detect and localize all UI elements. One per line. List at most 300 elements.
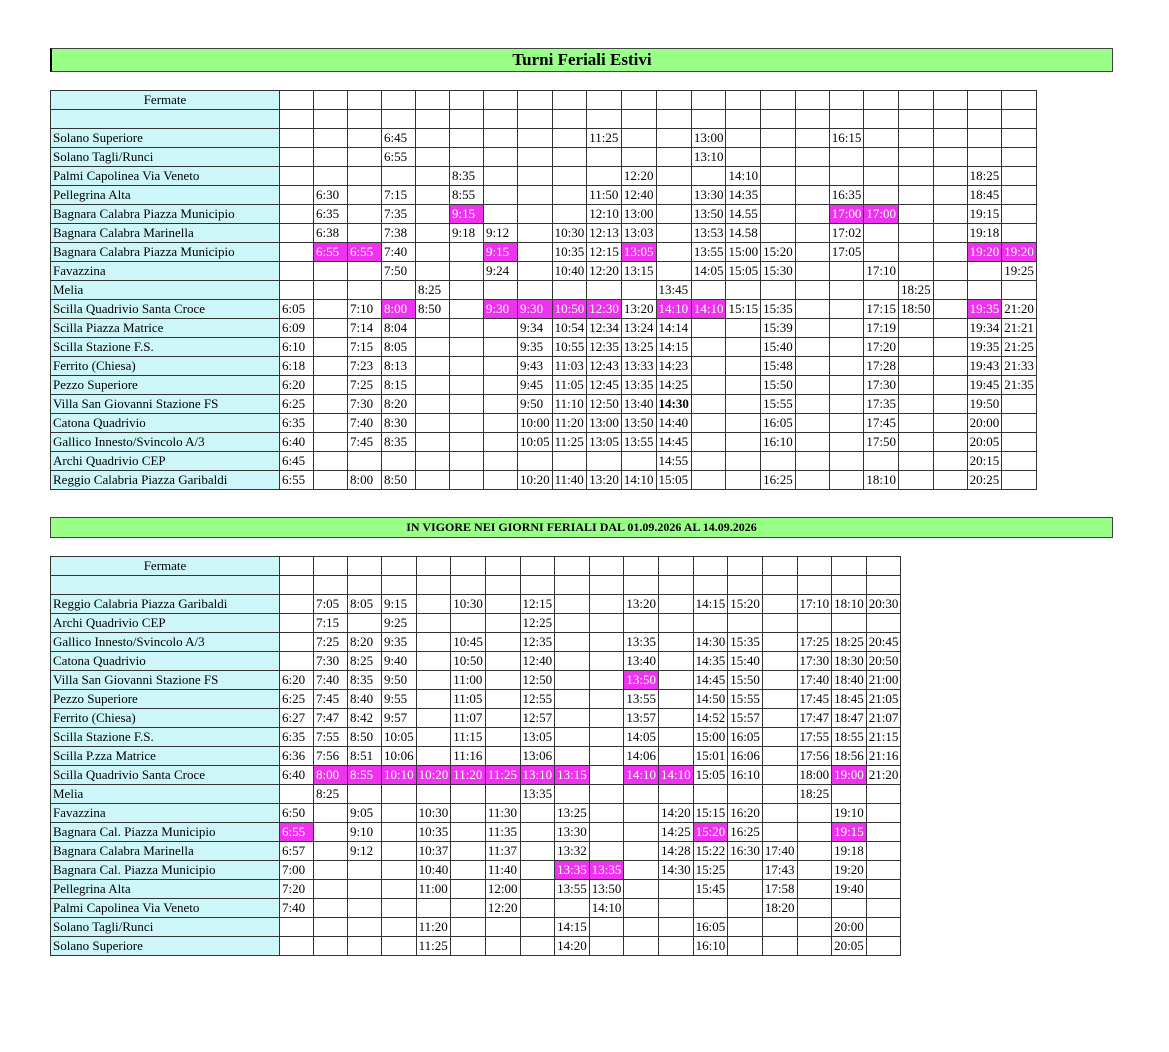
time-cell [761,452,796,471]
time-cell: 11:20 [451,766,486,785]
time-cell [1002,414,1037,433]
time-cell [484,167,518,186]
time-cell [416,129,450,148]
time-cell: 8:04 [382,319,416,338]
time-cell [552,281,587,300]
time-cell [621,129,656,148]
time-cell [829,452,864,471]
time-cell: 13:15 [621,262,656,281]
time-cell [728,785,763,804]
stop-name: Scilla Piazza Matrice [51,319,280,338]
time-cell [691,433,726,452]
time-cell [762,804,797,823]
time-cell: 11:20 [416,918,451,937]
time-cell [450,148,484,167]
header-cell [795,110,829,129]
table-row [51,842,901,861]
time-cell: 14:05 [691,262,726,281]
table-row [51,471,1037,490]
time-cell: 19:15 [967,205,1002,224]
time-cell [484,186,518,205]
time-cell: 12:45 [587,376,622,395]
header-cell [416,557,451,576]
time-cell: 21:07 [866,709,901,728]
time-cell [416,148,450,167]
table-row [51,414,1037,433]
header-cell [967,110,1002,129]
time-cell: 6:27 [280,709,314,728]
time-cell: 11:37 [485,842,520,861]
time-cell: 17:47 [797,709,832,728]
time-cell [659,614,694,633]
header-cell [761,91,796,110]
time-cell: 16:25 [728,823,763,842]
time-cell: 7:55 [314,728,348,747]
time-cell: 17:40 [762,842,797,861]
time-cell [485,671,520,690]
table-row [51,338,1037,357]
header-cell [348,557,382,576]
time-cell: 11:35 [485,823,520,842]
time-cell [691,395,726,414]
time-cell [314,129,348,148]
time-cell: 17:10 [797,595,832,614]
time-cell: 12:43 [587,357,622,376]
time-cell [416,747,451,766]
time-cell: 16:30 [728,842,763,861]
time-cell [416,614,451,633]
time-cell: 19:43 [967,357,1002,376]
time-cell [555,614,590,633]
time-cell: 14:30 [693,633,728,652]
time-cell [589,709,624,728]
time-cell [555,747,590,766]
time-cell [518,148,553,167]
time-cell [693,899,728,918]
time-cell: 6:20 [280,376,314,395]
time-cell: 13:45 [656,281,691,300]
time-cell: 6:45 [280,452,314,471]
time-cell [726,471,761,490]
time-cell [933,471,967,490]
time-cell [484,376,518,395]
time-cell [691,281,726,300]
time-cell: 19:35 [967,300,1002,319]
time-cell [866,899,901,918]
time-cell: 17:55 [797,728,832,747]
time-cell: 13:50 [621,414,656,433]
time-cell [898,452,933,471]
time-cell [450,129,484,148]
time-cell [624,785,659,804]
time-cell [280,614,314,633]
stop-name: Favazzina [51,262,280,281]
time-cell: 15:20 [693,823,728,842]
time-cell: 21:20 [1002,300,1037,319]
time-cell: 18:45 [967,186,1002,205]
time-cell: 11:07 [451,709,486,728]
time-cell [552,186,587,205]
time-cell: 11:25 [552,433,587,452]
header-cell [898,110,933,129]
time-cell: 8:00 [382,300,416,319]
time-cell [933,262,967,281]
header-cell [552,91,587,110]
time-cell [797,899,832,918]
time-cell: 16:10 [693,937,728,956]
time-cell: 11:15 [451,728,486,747]
time-cell: 6:55 [382,148,416,167]
time-cell: 11:25 [587,129,622,148]
time-cell [797,614,832,633]
time-cell [484,319,518,338]
time-cell [1002,129,1037,148]
header-spacer [51,110,280,129]
time-cell [728,861,763,880]
time-cell: 6:40 [280,433,314,452]
header-cell [518,110,553,129]
time-cell [280,281,314,300]
table-row [51,823,901,842]
time-cell [555,728,590,747]
table-row [51,262,1037,281]
time-cell [587,452,622,471]
header-cell [348,576,382,595]
time-cell: 20:45 [866,633,901,652]
time-cell [761,129,796,148]
time-cell: 14:15 [555,918,590,937]
time-cell [589,690,624,709]
time-cell: 12:00 [485,880,520,899]
time-cell [933,167,967,186]
time-cell: 15:50 [761,376,796,395]
time-cell [829,281,864,300]
time-cell: 13:25 [555,804,590,823]
time-cell: 7:35 [382,205,416,224]
time-cell: 12:34 [587,319,622,338]
time-cell [280,205,314,224]
time-cell [451,880,486,899]
time-cell: 13:20 [587,471,622,490]
time-cell [762,633,797,652]
header-cell [762,557,797,576]
time-cell [762,918,797,937]
time-cell [348,918,382,937]
time-cell [726,319,761,338]
table-row [51,205,1037,224]
time-cell [348,899,382,918]
time-cell [898,338,933,357]
time-cell [416,652,451,671]
time-cell: 6:45 [382,129,416,148]
time-cell: 11:03 [552,357,587,376]
header-cell [587,91,622,110]
time-cell [382,937,417,956]
header-cell [450,110,484,129]
time-cell [589,728,624,747]
header-cell [624,576,659,595]
stop-name: Villa San Giovanni Stazione FS [51,395,280,414]
time-cell [280,129,314,148]
time-cell [348,937,382,956]
time-cell [314,167,348,186]
time-cell: 10:05 [518,433,553,452]
header-cell [485,557,520,576]
header-cell [555,576,590,595]
time-cell [416,338,450,357]
time-cell: 19:35 [967,338,1002,357]
time-cell: 13:25 [621,338,656,357]
time-cell [314,376,348,395]
time-cell: 18:55 [832,728,867,747]
time-cell: 9:05 [348,804,382,823]
table-row [51,376,1037,395]
time-cell [762,747,797,766]
time-cell [761,148,796,167]
time-cell [416,471,450,490]
time-cell: 21:00 [866,671,901,690]
header-cell [624,557,659,576]
time-cell [761,186,796,205]
time-cell: 17:50 [864,433,899,452]
time-cell: 10:30 [451,595,486,614]
time-cell [314,471,348,490]
time-cell: 6:35 [314,205,348,224]
time-cell [348,167,382,186]
time-cell: 14:10 [659,766,694,785]
stop-name: Scilla Stazione F.S. [51,338,280,357]
time-cell [484,205,518,224]
time-cell [797,842,832,861]
time-cell [416,167,450,186]
header-cell [866,557,901,576]
time-cell [797,918,832,937]
time-cell [864,186,899,205]
time-cell: 8:42 [348,709,382,728]
time-cell [589,918,624,937]
time-cell [659,918,694,937]
time-cell: 21:05 [866,690,901,709]
table-row [51,728,901,747]
time-cell: 11:05 [451,690,486,709]
header-cell [659,557,694,576]
time-cell: 16:05 [728,728,763,747]
header-cell [621,91,656,110]
table-row [51,785,901,804]
time-cell [624,918,659,937]
time-cell [726,452,761,471]
time-cell [555,671,590,690]
time-cell: 17:10 [864,262,899,281]
time-cell: 17:45 [864,414,899,433]
time-cell: 10:06 [382,747,417,766]
time-cell: 17:45 [797,690,832,709]
time-cell [1002,148,1037,167]
time-cell [382,918,417,937]
time-cell: 16:20 [728,804,763,823]
time-cell [659,690,694,709]
time-cell [761,281,796,300]
time-cell [659,671,694,690]
time-cell [520,823,555,842]
time-cell [552,148,587,167]
stop-name: Bagnara Cal. Piazza Municipio [51,823,280,842]
time-cell: 15:30 [761,262,796,281]
time-cell [795,471,829,490]
time-cell: 19:34 [967,319,1002,338]
time-cell [451,804,486,823]
time-cell: 19:20 [967,243,1002,262]
header-cell [451,576,486,595]
time-cell [656,186,691,205]
header-cell [726,110,761,129]
header-cell [691,110,726,129]
time-cell [832,785,867,804]
time-cell: 12:20 [485,899,520,918]
time-cell [691,167,726,186]
time-cell [587,148,622,167]
time-cell [520,937,555,956]
header-cell [693,576,728,595]
time-cell [520,918,555,937]
time-cell [450,414,484,433]
time-cell [450,281,484,300]
stop-name: Bagnara Calabra Piazza Municipio [51,205,280,224]
time-cell: 13:30 [555,823,590,842]
stop-name: Pezzo Superiore [51,376,280,395]
time-cell [451,614,486,633]
time-cell: 15:20 [761,243,796,262]
time-cell [898,186,933,205]
time-cell [485,747,520,766]
time-cell: 7:15 [314,614,348,633]
time-cell [795,262,829,281]
time-cell: 15:40 [728,652,763,671]
header-cell [314,576,348,595]
time-cell: 13:10 [691,148,726,167]
time-cell: 9:15 [382,595,417,614]
table-row [51,766,901,785]
time-cell [864,167,899,186]
time-cell [348,205,382,224]
time-cell: 21:33 [1002,357,1037,376]
time-cell [762,766,797,785]
time-cell: 15:40 [761,338,796,357]
time-cell [1002,281,1037,300]
time-cell: 9:50 [382,671,417,690]
stop-name: Favazzina [51,804,280,823]
time-cell [382,880,417,899]
time-cell [866,880,901,899]
table-row [51,899,901,918]
time-cell: 7:40 [280,899,314,918]
time-cell: 13:05 [587,433,622,452]
time-cell: 19:25 [1002,262,1037,281]
time-cell [1002,395,1037,414]
time-cell [795,148,829,167]
time-cell: 10:20 [518,471,553,490]
time-cell: 8:05 [382,338,416,357]
time-cell: 8:20 [382,395,416,414]
time-cell: 16:25 [761,471,796,490]
time-cell: 7:45 [348,433,382,452]
time-cell: 14:40 [656,414,691,433]
time-cell [795,357,829,376]
time-cell [589,595,624,614]
time-cell: 14:10 [691,300,726,319]
table-row [51,224,1037,243]
time-cell: 9:25 [382,614,417,633]
time-cell [485,937,520,956]
time-cell: 13:10 [520,766,555,785]
stop-name: Reggio Calabria Piazza Garibaldi [51,595,280,614]
time-cell [1002,452,1037,471]
stop-name: Villa San Giovanni Stazione FS [51,671,280,690]
time-cell [866,785,901,804]
time-cell [518,129,553,148]
time-cell: 9:30 [518,300,553,319]
time-cell [898,471,933,490]
stop-name: Reggio Calabria Piazza Garibaldi [51,471,280,490]
time-cell: 9:50 [518,395,553,414]
time-cell: 8:00 [314,766,348,785]
time-cell: 12:20 [621,167,656,186]
time-cell: 6:35 [280,414,314,433]
time-cell: 7:00 [280,861,314,880]
time-cell: 19:50 [967,395,1002,414]
table-row [51,918,901,937]
time-cell [314,433,348,452]
time-cell [864,129,899,148]
time-cell: 7:40 [382,243,416,262]
time-cell: 11:05 [552,376,587,395]
header-cell [416,576,451,595]
time-cell: 13:50 [691,205,726,224]
time-cell [829,300,864,319]
time-cell: 14:10 [589,899,624,918]
time-cell: 15:05 [726,262,761,281]
time-cell: 6:30 [314,186,348,205]
time-cell [280,918,314,937]
table-row [51,614,901,633]
time-cell [451,937,486,956]
time-cell [898,205,933,224]
time-cell: 14:35 [726,186,761,205]
time-cell: 12:35 [520,633,555,652]
time-cell [762,937,797,956]
time-cell: 7:50 [382,262,416,281]
time-cell [659,709,694,728]
time-cell: 10:55 [552,338,587,357]
time-cell [416,186,450,205]
header-cell [829,110,864,129]
stop-name: Catona Quadrivio [51,414,280,433]
time-cell: 8:25 [416,281,450,300]
time-cell [933,357,967,376]
time-cell [691,357,726,376]
time-cell: 13:20 [624,595,659,614]
time-cell: 9:34 [518,319,553,338]
time-cell: 7:40 [314,671,348,690]
time-cell: 11:16 [451,747,486,766]
time-cell [795,186,829,205]
time-cell: 14:15 [656,338,691,357]
time-cell [933,414,967,433]
time-cell: 14:15 [693,595,728,614]
time-cell: 10:10 [382,766,417,785]
time-cell [484,452,518,471]
time-cell: 14:10 [624,766,659,785]
